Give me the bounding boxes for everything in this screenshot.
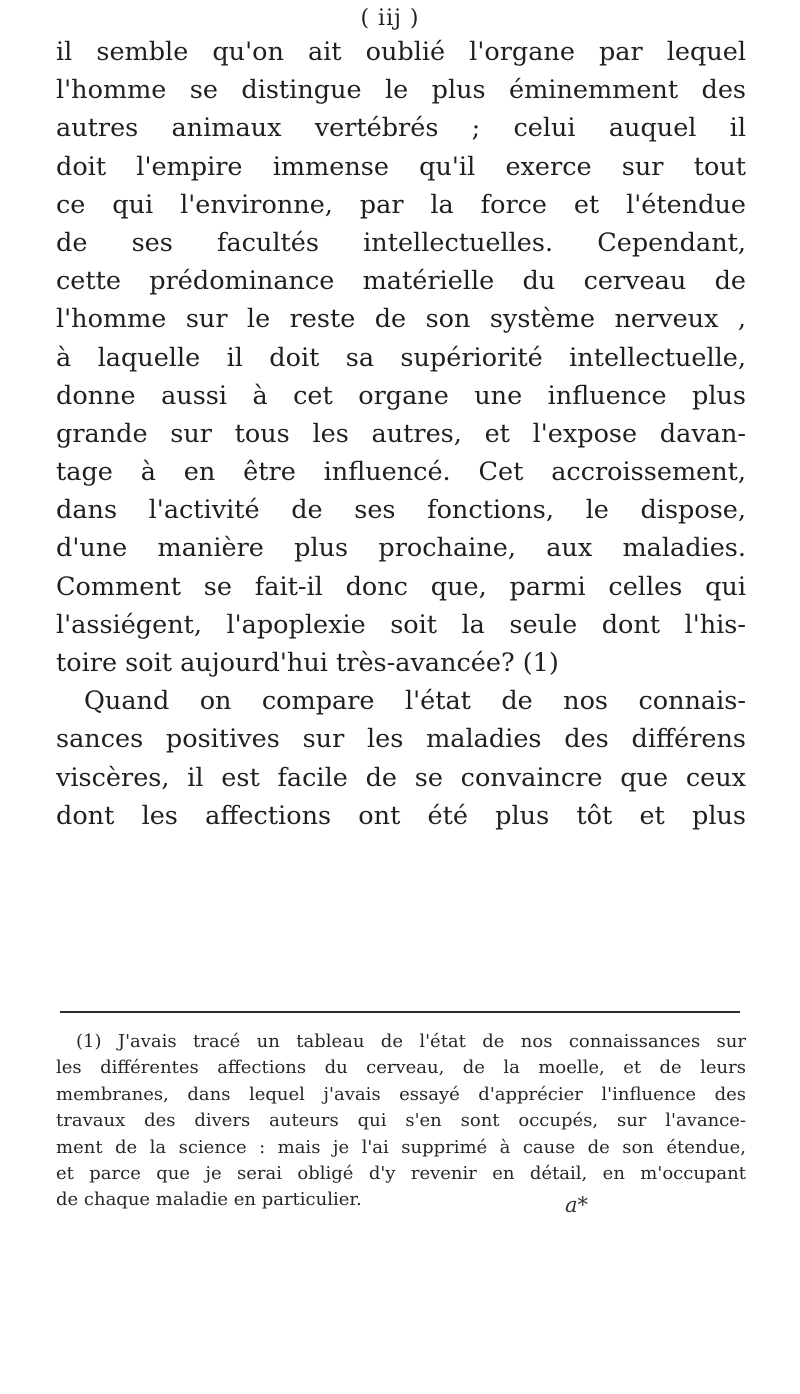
footnote-line: ment de la science : mais je l'ai supprimé à cause de son étendue,	[56, 1136, 746, 1158]
body-line: Comment se fait-il donc que, parmi celles qui	[56, 571, 746, 602]
body-line: ce qui l'environne, par la force et l'étendue	[56, 189, 746, 220]
body-line: l'homme se distingue le plus éminemment des	[56, 75, 746, 106]
body-line: dont les affections ont été plus tôt et plus	[56, 800, 746, 831]
body-line: l'homme sur le reste de son système nerveux ,	[56, 304, 746, 335]
footnote-line: (1) J'avais tracé un tableau de l'état de nos connaissances sur	[76, 1031, 746, 1052]
body-line: dans l'activité de ses fonctions, le dispose,	[56, 495, 746, 526]
body-line: tage à en être influencé. Cet accroissement,	[56, 457, 746, 488]
body-line: de ses facultés intellectuelles. Cependant,	[56, 227, 746, 258]
body-line: il semble qu'on ait oublié l'organe par lequel	[56, 37, 746, 67]
footnote-divider	[60, 1011, 740, 1013]
page-number: ( iij )	[360, 6, 420, 31]
body-line: autres animaux vertébrés ; celui auquel il	[56, 113, 746, 144]
footnote-line: membranes, dans lequel j'avais essayé d'apprécier l'influence des	[56, 1083, 746, 1105]
body-line: à laquelle il doit sa supériorité intellectuelle,	[56, 342, 746, 373]
body-line: l'assiégent, l'apoplexie soit la seule dont l'his-	[56, 609, 746, 640]
body-line: Quand on compare l'état de nos connais-	[84, 686, 746, 717]
footnote-line: et parce que je serai obligé d'y revenir en détail, en m'occupant	[56, 1162, 746, 1184]
footnote-line: les différentes affections du cerveau, de la moelle, et de leurs	[56, 1057, 746, 1079]
body-line: donne aussi à cet organe une influence plus	[56, 380, 746, 411]
signature-mark: a*	[565, 1193, 589, 1217]
body-line: grande sur tous les autres, et l'expose davan-	[56, 418, 746, 449]
body-line: sances positives sur les maladies des différens	[56, 724, 746, 755]
body-line: toire soit aujourd'hui très-avancée? (1)	[56, 648, 559, 678]
body-line: viscères, il est facile de se convaincre que ceux	[56, 762, 746, 793]
footnote-block	[56, 1029, 746, 1214]
body-line: cette prédominance matérielle du cerveau de	[56, 266, 746, 297]
body-line: d'une manière plus prochaine, aux maladies.	[56, 533, 746, 564]
footnote-line: travaux des divers auteurs qui s'en sont occupés, sur l'avance-	[56, 1110, 746, 1132]
main-text-block	[56, 33, 746, 835]
body-line: doit l'empire immense qu'il exerce sur tout	[56, 151, 746, 182]
footnote-line: de chaque maladie en particulier.	[56, 1189, 362, 1211]
